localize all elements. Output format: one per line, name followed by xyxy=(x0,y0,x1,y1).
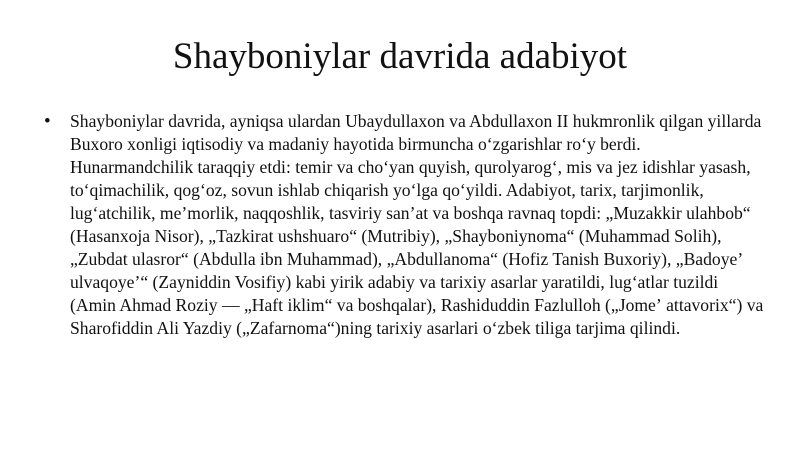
bullet-marker: • xyxy=(44,111,51,132)
slide-content xyxy=(44,110,764,340)
bullet-item xyxy=(44,110,764,340)
bullet-text: Shayboniylar davrida, ayniqsa ulardan Ubaydullaxon va Abdullaxon II hukmronlik qilgan yillarda Buxoro xonligi iqtisodiy va madaniy hayotida birmuncha oʻzgarishlar roʻy berdi. Hunarmandchilik taraqqiy etdi: temir va choʻyan quyish, qurolyarogʻ, mis va jez idishlar yasash, toʻqimachilik, qogʻoz, sovun ishlab chiqarish yoʻlga qoʻyildi. Adabiyot, tarix, tarjimonlik, lugʻatchilik, meʼmorlik, naqqoshlik, tasviriy sanʼat va boshqa ravnaq topdi: „Muzakkir ulahbob“ (Hasanxoja Nisor), „Tazkirat ushshuaro“ (Mutribiy), „Shayboniynoma“ (Muhammad Solih), „Zubdat ulasror“ (Abdulla ibn Muhammad), „Abdullanoma“ (Hofiz Tanish Buxoriy), „Badoyeʼ ulvaqoyeʼ“ (Zayniddin Vosifiy) kabi yirik adabiy va tarixiy asarlar yaratildi, lugʻatlar tuzildi (Amin Ahmad Roziy — „Haft iklim“ va boshqalar), Rashiduddin Fazlulloh („Jomeʼ attavorix“) va Sharofiddin Ali Yazdiy („Zafarnoma“)ning tarixiy asarlari oʻzbek tiliga tarjima qilindi. xyxy=(70,111,764,338)
slide-title: Shayboniylar davrida adabiyot xyxy=(172,36,628,77)
